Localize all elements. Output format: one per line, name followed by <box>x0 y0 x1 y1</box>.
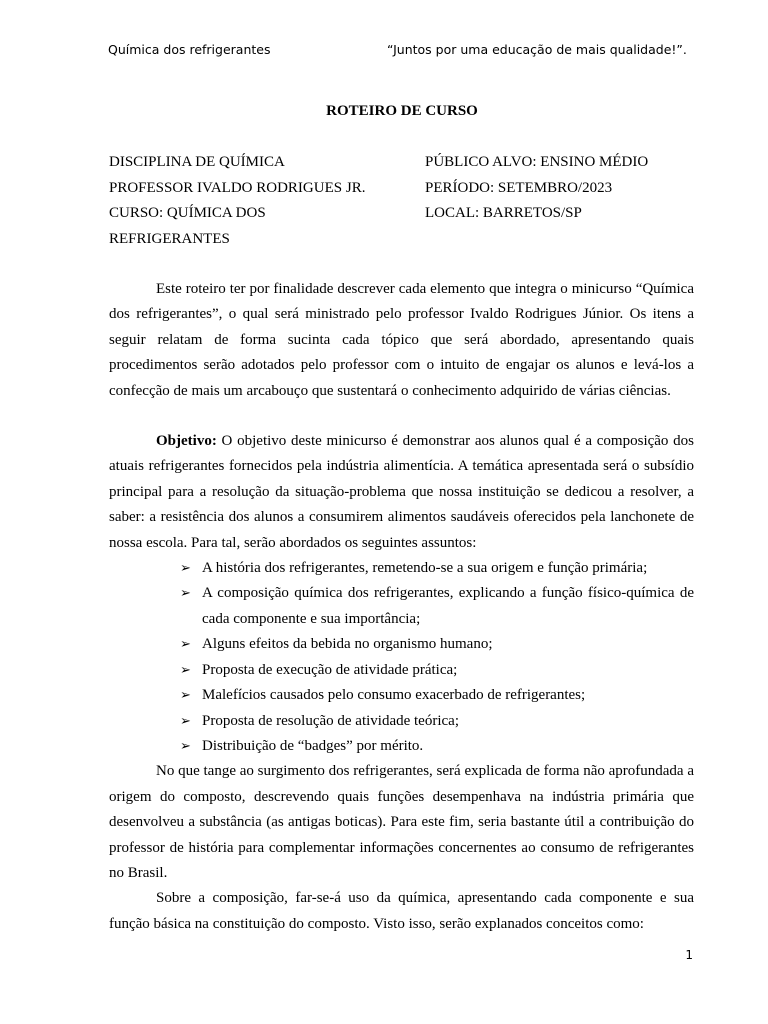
topic-text: Proposta de execução de atividade prática; <box>202 661 458 678</box>
info-course-continued: REFRIGERANTES <box>109 230 230 247</box>
course-info <box>109 152 694 254</box>
info-row <box>109 178 694 204</box>
topic-text: A composição química dos refrigerantes, explicando a função físico-química de cada componente e sua importância; <box>202 585 694 627</box>
header-right-text: “Juntos por uma educação de mais qualidade!”. <box>387 42 687 57</box>
list-item <box>180 581 694 632</box>
list-item <box>180 734 694 759</box>
info-row <box>109 203 694 229</box>
topic-text: A história dos refrigerantes, remetendo-se a sua origem e função primária; <box>202 560 648 577</box>
list-item <box>180 683 694 708</box>
arrow-bullet-icon: ➢ <box>180 738 191 754</box>
info-period: PERÍODO: SETEMBRO/2023 <box>425 179 613 196</box>
list-item <box>180 658 694 683</box>
arrow-bullet-icon: ➢ <box>180 688 191 704</box>
list-item <box>180 556 694 581</box>
topic-text: Alguns efeitos da bebida no organismo humano; <box>202 636 493 653</box>
topics-list <box>109 556 694 759</box>
topic-text: Proposta de resolução de atividade teórica; <box>202 712 459 729</box>
info-professor: PROFESSOR IVALDO RODRIGUES JR. <box>109 179 366 196</box>
arrow-bullet-icon: ➢ <box>180 637 191 653</box>
arrow-bullet-icon: ➢ <box>180 662 191 678</box>
arrow-bullet-icon: ➢ <box>180 713 191 729</box>
info-discipline: DISCIPLINA DE QUÍMICA <box>109 154 285 170</box>
document-title: ROTEIRO DE CURSO <box>326 103 478 119</box>
list-item <box>180 632 694 657</box>
page-number: 1 <box>685 948 693 962</box>
history-paragraph: No que tange ao surgimento dos refrigerantes, será explicada de forma não aprofundada a origem do composto, descrevendo quais funções desempenhava na indústria primária que desenvolveu a substância (as antigas boticas). Para este fim, seria bastante útil a contribuição do professor de história para complementar informações concernentes ao consumo de refrigerantes no Brasil. <box>109 763 694 881</box>
composition-paragraph: Sobre a composição, far-se-á uso da química, apresentando cada componente e sua função básica na constituição do composto. Visto isso, serão explanados conceitos como: <box>109 890 694 932</box>
topic-text: Distribuição de “badges” por mérito. <box>202 737 424 754</box>
list-item <box>180 709 694 734</box>
document-body <box>109 277 694 937</box>
header-left-text: Química dos refrigerantes <box>108 42 271 57</box>
info-row <box>109 152 694 178</box>
info-course: CURSO: QUÍMICA DOS <box>109 205 266 221</box>
objective-paragraph <box>109 429 694 556</box>
objective-label: Objetivo: <box>156 433 217 450</box>
objective-text: O objetivo deste minicurso é demonstrar aos alunos qual é a composição dos atuais refrigerantes fornecidos pela indústria alimentícia. A temática apresentada será o subsídio principal para a resolução da situação-problema que nossa instituição se dedicou a resolver, a saber: a resistência dos alunos a consumirem alimentos saudáveis oferecidos pela lanchonete de nossa escola. Para tal, serão abordados os seguintes assuntos: <box>109 433 694 551</box>
intro-paragraph: Este roteiro ter por finalidade descrever cada elemento que integra o minicurso “Química dos refrigerantes”, o qual será ministrado pelo professor Ivaldo Rodrigues Júnior. Os itens a seguir relatam de forma sucinta cada tópico que será abordado, apresentando quais procedimentos serão adotados pelo professor com o intuito de engajar os alunos e levá-los a confecção de mais um arcabouço que sustentará o conhecimento adquirido de várias ciências. <box>109 281 694 399</box>
topic-text: Malefícios causados pelo consumo exacerbado de refrigerantes; <box>202 687 586 704</box>
arrow-bullet-icon: ➢ <box>180 586 191 602</box>
info-row <box>109 229 694 255</box>
arrow-bullet-icon: ➢ <box>180 561 191 577</box>
info-audience: PÚBLICO ALVO: ENSINO MÉDIO <box>425 154 649 170</box>
info-location: LOCAL: BARRETOS/SP <box>425 205 582 221</box>
